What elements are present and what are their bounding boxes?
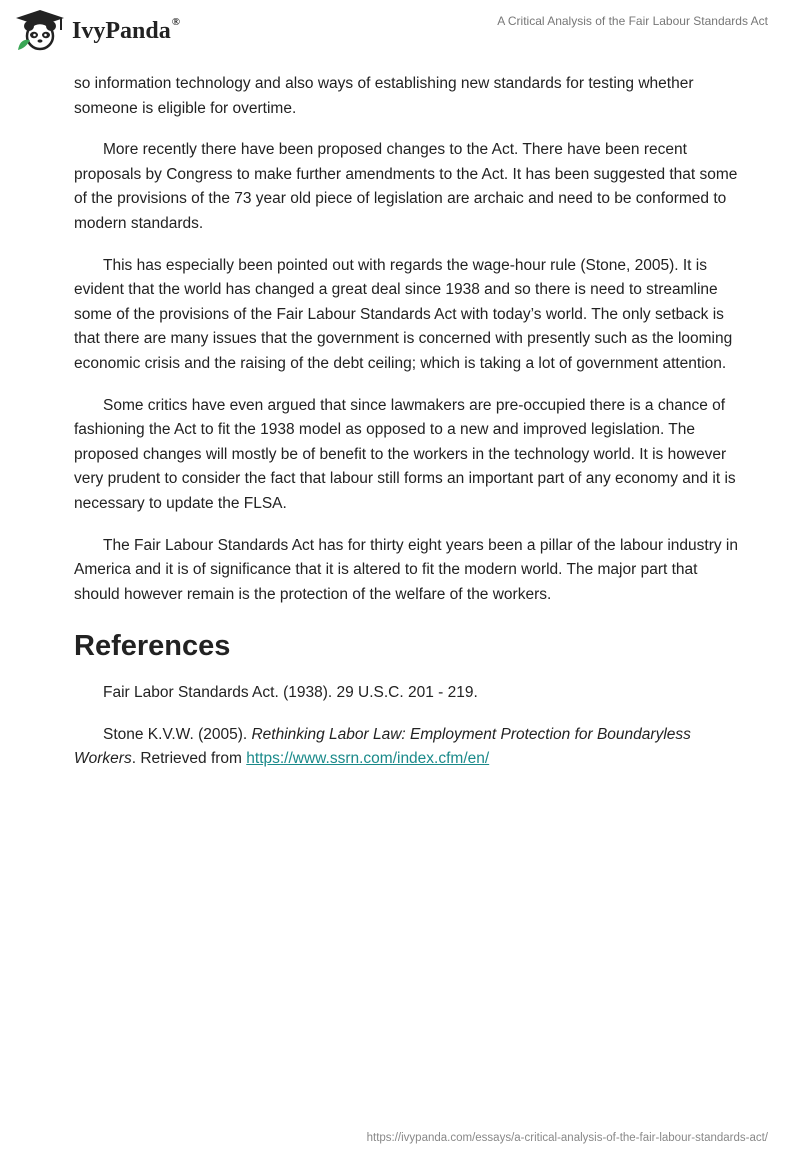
reference-author: Stone K.V.W. (2005). bbox=[103, 725, 252, 743]
article-body bbox=[74, 72, 738, 789]
body-paragraph: Some critics have even argued that since lawmakers are pre-occupied there is a chance of fashioning the Act to fit the 1938 model as opposed to a new and improved legislation. The proposed changes will mostly be of benefit to the workers in the technology world. It is however very prudent to consider the fact that labour still forms an important part of any economy and it is necessary to update the FLSA. bbox=[74, 396, 736, 512]
brand-name: IvyPanda® bbox=[72, 15, 180, 44]
references-heading: References bbox=[74, 630, 231, 663]
reference-link[interactable]: https://www.ssrn.com/index.cfm/en/ bbox=[246, 750, 490, 768]
panda-graduate-icon bbox=[14, 8, 66, 52]
brand-logo[interactable] bbox=[14, 8, 180, 52]
reference-item bbox=[74, 723, 738, 772]
page-header bbox=[0, 0, 800, 70]
body-paragraph: The Fair Labour Standards Act has for thirty eight years been a pillar of the labour industry in America and it is of significance that it is altered to fit the modern world. The major part that should however remain is the protection of the welfare of the workers. bbox=[74, 536, 738, 603]
reference-retrieved: . Retrieved from bbox=[131, 750, 247, 768]
body-paragraph: This has especially been pointed out with regards the wage-hour rule (Stone, 2005). It is evident that the world has changed a great deal since 1938 and so there is need to streamline some of the provisions of the Fair Labour Standards Act with today’s world. The only setback is that there are many issues that the government is concerned with presently such as the looming economic crisis and the raising of the debt ceiling; which is taking a lot of government attention. bbox=[74, 256, 733, 372]
footer-url: https://ivypanda.com/essays/a-critical-analysis-of-the-fair-labour-standards-act/ bbox=[366, 1132, 768, 1144]
reference-item: Fair Labor Standards Act. (1938). 29 U.S.C. 201 - 219. bbox=[103, 684, 478, 702]
body-paragraph: More recently there have been proposed changes to the Act. There have been recent proposals by Congress to make further amendments to the Act. It has been suggested that some of the provisions of the 73 year old piece of legislation are archaic and need to be conformed to modern standards. bbox=[74, 141, 738, 232]
body-paragraph: so information technology and also ways of establishing new standards for testing whether someone is eligible for overtime. bbox=[74, 75, 694, 117]
reference-title: Rethinking Labor Law: Employment Protection for Boundaryless Workers bbox=[74, 725, 691, 768]
document-title: A Critical Analysis of the Fair Labour Standards Act bbox=[497, 14, 768, 28]
